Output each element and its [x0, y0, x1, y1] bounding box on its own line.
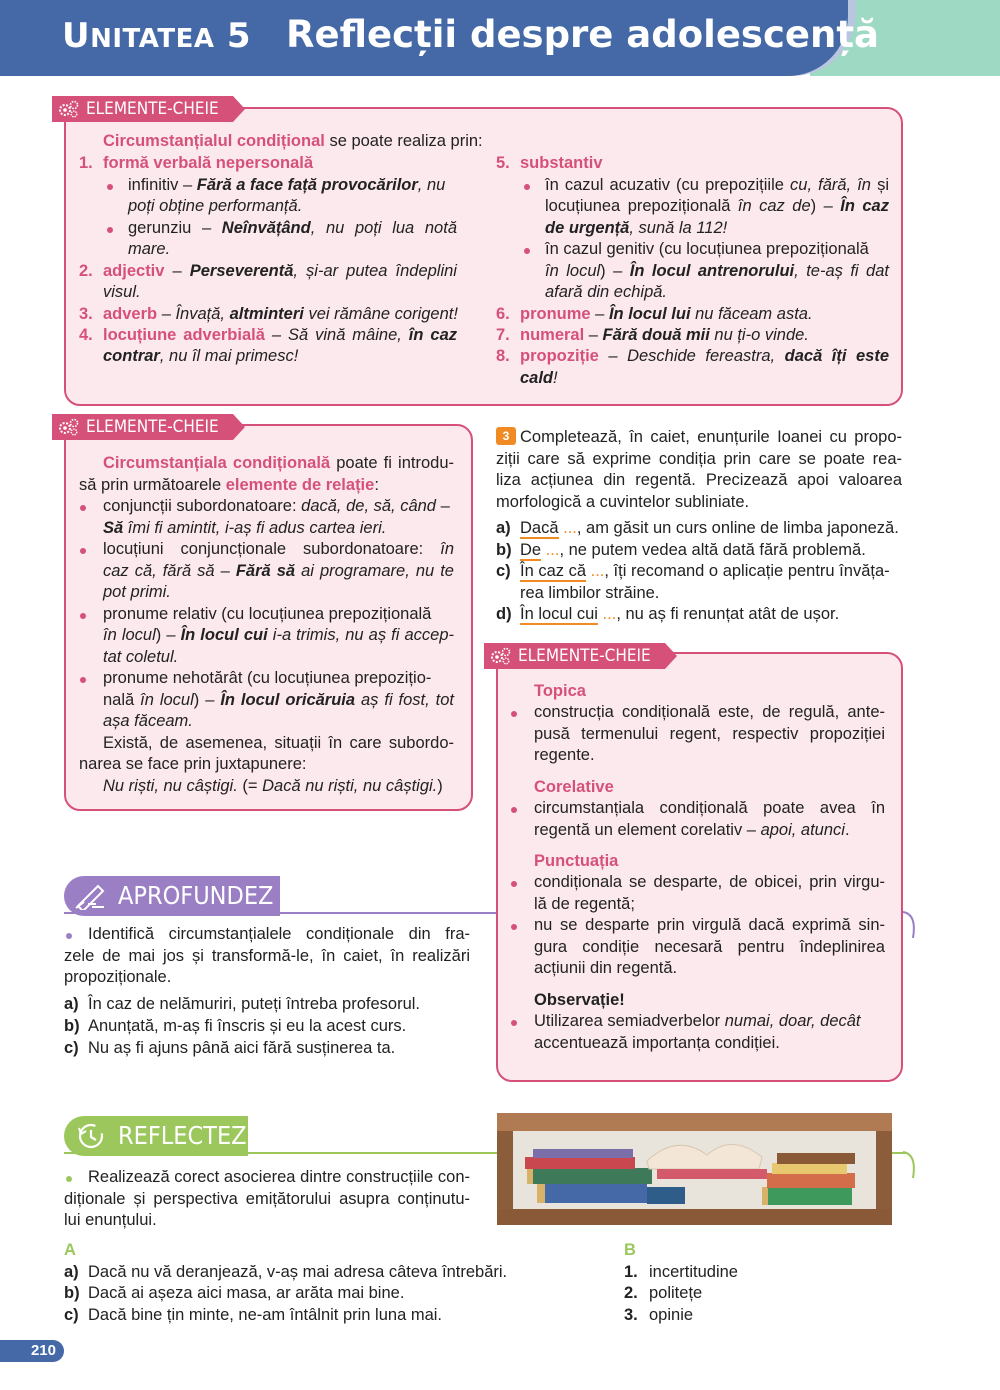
aprofundez-instruction-2: zele de mai jos și transformă-le, în caiet, în realizări [64, 947, 470, 965]
item-label: 3. [624, 1306, 638, 1324]
bullet [511, 881, 517, 887]
item-label: a) [64, 995, 79, 1013]
reflectez-instruction-3: lui enunțului. [64, 1211, 157, 1229]
indefinite-pronoun-line: pronume nehotărât (cu locuțiunea prepozițio- [103, 669, 432, 687]
bullet [511, 711, 517, 717]
aprofundez-item-a: În caz de nelămuriri, puteți întreba profesorul. [88, 995, 421, 1013]
subheading-observatie: Observație! [534, 991, 625, 1009]
bullet [524, 184, 530, 190]
observation-line: Utilizarea semiadverbelor numai, doar, decât [534, 1012, 861, 1030]
bullet [66, 1176, 72, 1182]
reflectez-instruction-2: diționale și perspectiva emițătorului asupra conținutu- [64, 1190, 470, 1208]
adverbial-phrase-line-2: contrar, nu îl mai primesc! [103, 347, 299, 365]
item-label: formă verbală nepersonală [103, 154, 314, 172]
noun-accusative-line-2: locuțiunea prepozițională în caz de) – În caz [545, 197, 889, 215]
clause-line: propoziție – Deschide fereastra, dacă îți este [520, 347, 890, 365]
indefinite-pronoun-line-2: nală în locul) – În locul oricăruia aș fi fost, tot [103, 691, 455, 709]
item-label: 2. [624, 1284, 638, 1302]
adjective-line-2: visul. [103, 283, 141, 301]
reflectez-a-item: Dacă ai așeza aici masa, ar arăta mai bine. [88, 1284, 405, 1302]
conjunctions-line: conjuncții subordonatoare: dacă, de, să, când – [103, 497, 450, 515]
subheading-corelative: Corelative [534, 778, 614, 796]
noun-accusative-line: în cazul acuzativ (cu prepozițiile cu, fără, în și [545, 176, 889, 194]
punctuation-line-4: gura condiție necesară pentru îndeplinirea [534, 938, 885, 956]
gears-icon [490, 646, 512, 666]
column-a-header: A [64, 1241, 76, 1259]
adverbial-phrase-line: locuțiune adverbială – Să vină mâine, în caz [103, 326, 457, 344]
bookshelf-illustration [497, 1113, 892, 1225]
exercise3-item-c: În caz că ..., îți recomand o aplicație pentru învăța- [520, 562, 890, 580]
bullet [524, 248, 530, 254]
conj-phrases-line-2: caz că, fără să – Fără să ai programare, nu te [103, 562, 454, 580]
adverb-line: adverb – Învață, altminteri vei rămâne corigent! [103, 305, 458, 323]
punctuation-line-2: lă de regentă; [534, 895, 635, 913]
gerund-line: gerunziu – Neînvățând, nu poți lua notă [128, 219, 457, 237]
adjective-line: adjectiv – Perseverentă, și-ar putea îndeplini [103, 262, 457, 280]
topica-line: construcția condițională este, de regulă, ante- [534, 703, 885, 721]
bullet [511, 807, 517, 813]
aprofundez-rule-curl [897, 910, 921, 940]
reflectez-b-item: opinie [649, 1306, 694, 1324]
bullet [66, 933, 72, 939]
item-label: 1. [624, 1263, 638, 1281]
pronoun-line: pronume – În locul lui nu făceam asta. [520, 305, 813, 323]
noun-genitive-line: în cazul genitiv (cu locuțiunea prepozițională [545, 240, 869, 258]
numeral-line: numeral – Fără două mii nu ți-o vinde. [520, 326, 809, 344]
exercise3-item-b: De ..., ne putem vedea altă dată fără problemă. [520, 541, 866, 559]
exercise-number-badge: 3 [496, 427, 516, 445]
reflectez-a-item: Dacă bine țin minte, ne-am întâlnit prin luna mai. [88, 1306, 443, 1324]
juxtaposition-note: Există, de asemenea, situații în care subordo- [103, 734, 454, 752]
bullet [80, 505, 86, 511]
punctuation-line-3: nu se desparte prin virgulă dacă exprimă sin- [534, 916, 885, 934]
key-elements-tag-1 [52, 96, 233, 122]
item-label: d) [496, 605, 512, 623]
box2-intro-2: să prin următoarele elemente de relație: [79, 476, 379, 494]
relative-pronoun-line-3: tat coletul. [103, 648, 179, 666]
bullet [80, 548, 86, 554]
item-label: a) [496, 519, 511, 537]
exercise3-item-a: Dacă ..., am găsit un curs online de limba japoneză. [520, 519, 899, 537]
item-number: 2. [79, 262, 93, 280]
unit-label: UNITATEA 5 [62, 16, 251, 56]
clause-line-2: cald! [520, 369, 558, 387]
infinitive-line-2: poți obține performanță. [128, 197, 303, 215]
item-label: b) [64, 1284, 80, 1302]
item-number: 7. [496, 326, 510, 344]
relative-pronoun-line-2: în locul) – În locul cui i-a trimis, nu aș fi accep- [103, 626, 454, 644]
item-number: 3. [79, 305, 93, 323]
item-label: a) [64, 1263, 79, 1281]
aprofundez-item-c: Nu aș fi ajuns până aici fără susținerea ta. [88, 1039, 396, 1057]
bullet [80, 677, 86, 683]
bullet [107, 184, 113, 190]
tag-label: ELEMENTE-CHEIE [86, 99, 219, 119]
aprofundez-item-b: Anunțată, m-aș fi înscris și eu la acest curs. [88, 1017, 407, 1035]
item-number: 8. [496, 347, 510, 365]
subheading-topica: Topica [534, 682, 586, 700]
page-header [0, 0, 1000, 76]
gerund-line-2: mare. [128, 240, 171, 258]
corelative-line: circumstanțiala condițională poate avea în [534, 799, 885, 817]
reflectez-rule-curl [897, 1150, 921, 1180]
column-b-header: B [624, 1241, 636, 1259]
page-number: 210 [0, 1340, 64, 1362]
item-label: c) [64, 1306, 79, 1324]
item-number: 5. [496, 154, 510, 172]
subheading-punctuatia: Punctuația [534, 852, 619, 870]
reflectez-title: REFLECTEZ [118, 1121, 247, 1150]
bullet [80, 613, 86, 619]
topica-line-2: pusă termenului regent, respectiv propoziției [534, 725, 885, 743]
exercise3-instruction-3: liza acțiunea din regentă. Precizează apoi valoarea [496, 471, 902, 489]
topica-line-3: regente. [534, 746, 595, 764]
gears-icon [58, 417, 80, 437]
box2-intro: Circumstanțiala condițională poate fi introdu- [103, 454, 454, 472]
noun-genitive-line-2: în locul) – În locul antrenorului, te-aș fi dat [545, 262, 889, 280]
conj-phrases-line: locuțiuni conjuncționale subordonatoare: în [103, 540, 454, 558]
conj-phrases-line-3: pot primi. [103, 583, 171, 601]
reflectez-instruction: Realizează corect asocierea dintre construcțiile con- [88, 1168, 470, 1186]
exercise3-instruction-2: ziții care să exprime condiția prin care se poate rea- [496, 450, 902, 468]
juxtaposition-note-2: narea se face prin juxtapunere: [79, 755, 307, 773]
relative-pronoun-line: pronume relativ (cu locuțiunea prepozițională [103, 605, 432, 623]
pen-writing-icon [74, 882, 110, 910]
indefinite-pronoun-line-3: așa făceam. [103, 712, 193, 730]
exercise3-item-d: În locul cui ..., nu aș fi renunțat atât de ușor. [520, 605, 840, 623]
item-number: 1. [79, 154, 93, 172]
conjunctions-line-2: Să îmi fi amintit, i-aș fi adus cartea ieri. [103, 519, 387, 537]
bullet [107, 227, 113, 233]
item-label: c) [496, 562, 511, 580]
item-label: substantiv [520, 154, 603, 172]
box1-intro: Circumstanțialul condițional se poate realiza prin: [103, 132, 483, 150]
reflectez-a-item: Dacă nu vă deranjează, v-aș mai adresa câteva întrebări. [88, 1263, 508, 1281]
aprofundez-header [64, 876, 280, 916]
key-elements-tag-2 [52, 414, 233, 440]
reflectez-b-item: incertitudine [649, 1263, 738, 1281]
item-label: c) [64, 1039, 79, 1057]
corelative-line-2: regentă un element corelativ – apoi, atunci. [534, 821, 850, 839]
observation-line-2: accentuează importanța condiției. [534, 1034, 780, 1052]
tag-label: ELEMENTE-CHEIE [86, 417, 219, 437]
juxtaposition-example: Nu riști, nu câștigi. (= Dacă nu riști, nu câștigi.) [103, 777, 443, 795]
item-label: b) [64, 1017, 80, 1035]
reflectez-header [64, 1116, 248, 1156]
tag-label: ELEMENTE-CHEIE [518, 646, 651, 666]
noun-genitive-line-3: afară din echipă. [545, 283, 668, 301]
punctuation-line-5: acțiunii din regentă. [534, 959, 678, 977]
aprofundez-title: APROFUNDEZ [118, 881, 274, 910]
item-number: 6. [496, 305, 510, 323]
punctuation-line: condiționala se desparte, de obicei, prin virgu- [534, 873, 885, 891]
exercise3-instruction: Completează, în caiet, enunțurile Ioanei cu propo- [520, 428, 902, 446]
noun-accusative-line-3: de urgență, sună la 112! [545, 219, 728, 237]
clock-refresh-icon [76, 1122, 106, 1150]
exercise3-instruction-4: morfologică a cuvintelor subliniate. [496, 493, 750, 511]
aprofundez-instruction-3: propoziționale. [64, 968, 172, 986]
infinitive-line: infinitiv – Fără a face față provocărilor, nu [128, 176, 446, 194]
reflectez-b-item: politețe [649, 1284, 703, 1302]
exercise3-item-c-2: rea limbilor străine. [520, 584, 660, 602]
page-title: Reflecții despre adolescență [286, 13, 879, 56]
aprofundez-instruction: Identifică circumstanțialele condiționale din fra- [88, 925, 470, 943]
item-number: 4. [79, 326, 93, 344]
bullet [511, 1020, 517, 1026]
bullet [511, 924, 517, 930]
item-label: b) [496, 541, 512, 559]
key-elements-tag-3 [484, 643, 665, 669]
gears-icon [58, 99, 80, 119]
